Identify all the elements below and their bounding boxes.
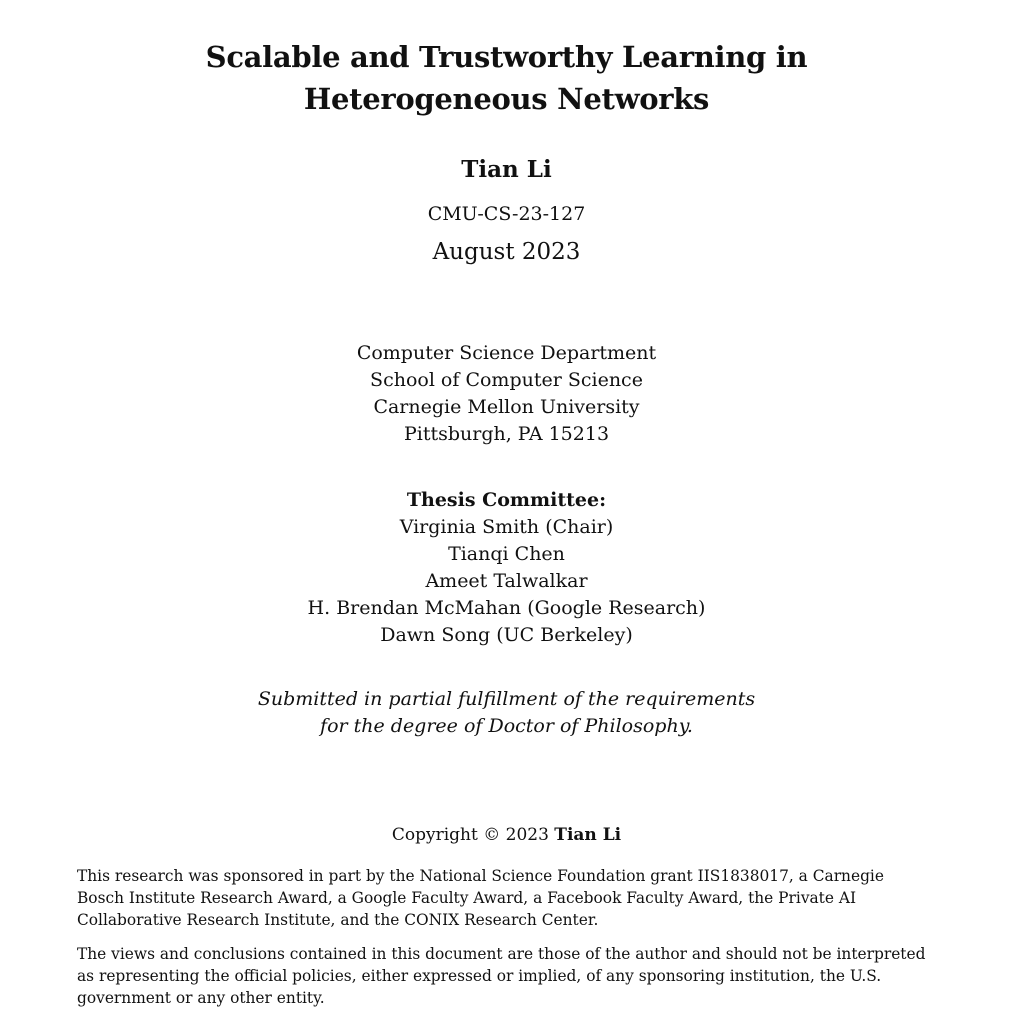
address-line-4: Pittsburgh, PA 15213: [403, 423, 610, 445]
title-line-2: Heterogeneous Networks: [303, 82, 710, 116]
committee-member: Ameet Talwalkar: [425, 570, 588, 592]
publication-date: August 2023: [432, 239, 581, 265]
committee-member: H. Brendan McMahan (Google Research): [307, 597, 706, 619]
copyright-prefix: Copyright © 2023: [391, 825, 549, 845]
institution-address: [0, 340, 1013, 448]
address-line-2: School of Computer Science: [370, 369, 643, 391]
copyright-notice: [0, 822, 1013, 848]
committee-member: Dawn Song (UC Berkeley): [380, 624, 633, 646]
sponsorship-paragraph: [77, 865, 937, 931]
report-number: CMU-CS-23-127: [427, 203, 586, 225]
committee-heading: Thesis Committee:: [406, 489, 607, 511]
address-line-1: Computer Science Department: [356, 342, 657, 364]
submission-line-1: Submitted in partial fulfillment of the requirements: [257, 688, 756, 710]
title-line-1: Scalable and Trustworthy Learning in: [205, 40, 808, 74]
submission-line-2: for the degree of Doctor of Philosophy.: [320, 715, 693, 737]
sponsorship-line-2: Bosch Institute Research Award, a Google Faculty Award, a Facebook Faculty Award, the Private AI: [77, 889, 857, 907]
document-title: [0, 36, 1013, 120]
disclaimer-line-1: The views and conclusions contained in this document are those of the author and should not be interpreted: [77, 945, 926, 963]
copyright-holder: Tian Li: [554, 825, 622, 845]
address-line-3: Carnegie Mellon University: [373, 396, 640, 418]
submission-statement: [0, 686, 1013, 740]
thesis-committee: [0, 487, 1013, 649]
sponsorship-line-1: This research was sponsored in part by the National Science Foundation grant IIS1838017, a Carnegie: [77, 867, 884, 885]
committee-member: Virginia Smith (Chair): [399, 516, 614, 538]
sponsorship-line-3: Collaborative Research Institute, and the CONIX Research Center.: [77, 911, 599, 929]
disclaimer-paragraph: [77, 943, 937, 1009]
committee-member: Tianqi Chen: [448, 543, 565, 565]
author-name: Tian Li: [461, 156, 552, 183]
disclaimer-line-3: government or any other entity.: [77, 989, 325, 1007]
disclaimer-line-2: as representing the official policies, either expressed or implied, of any sponsoring institution, the U.S.: [77, 967, 882, 985]
